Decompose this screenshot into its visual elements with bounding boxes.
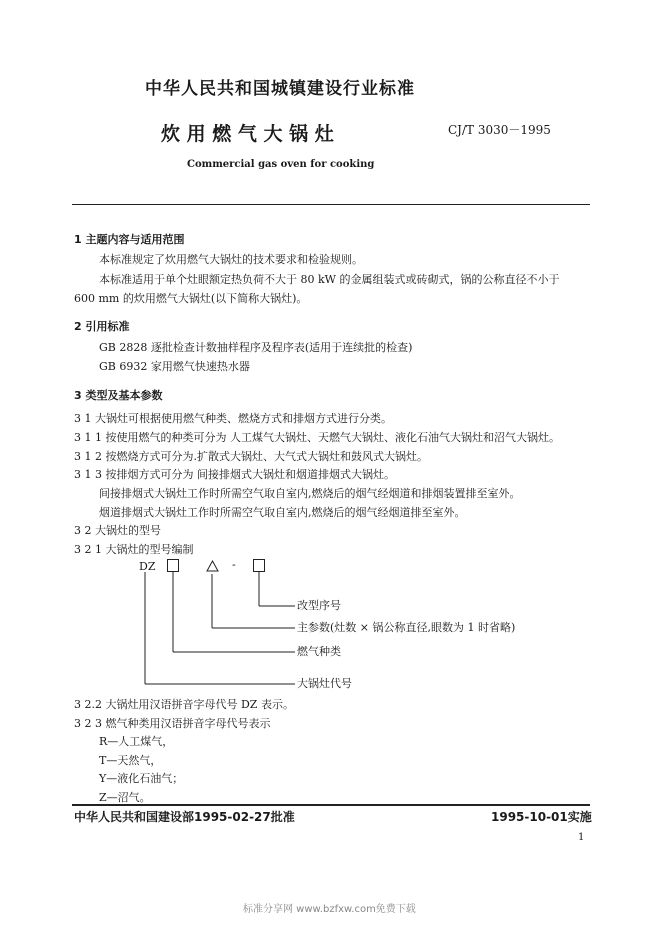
section-1-paragraph-2-line-1: 本标准适用于单个灶眼额定热负荷不大于 80 kW 的金属组装式或砖砌式，锅的公称直径不小于 xyxy=(99,273,560,286)
gas-code-y: Y—液化石油气； xyxy=(99,772,184,785)
label-main-parameter: 主参数(灶数 × 锅公称直径,眼数为 1 时省略) xyxy=(297,621,516,634)
clause-3-2-1: 3 2 1 大锅灶的型号编制 xyxy=(74,543,194,556)
clause-3-1-3-flue: 烟道排烟式大锅灶工作时所需空气取自室内,燃烧后的烟气经烟道排至室外。 xyxy=(99,506,466,519)
doc-code: CJ/T 3030－1995 xyxy=(448,123,551,137)
gas-code-z: Z—沼气。 xyxy=(99,791,151,804)
header-rule xyxy=(72,204,590,205)
main-param-triangle xyxy=(206,560,219,572)
clause-3-1-3-indirect: 间接排烟式大锅灶工作时所需空气取自室内,燃烧后的烟气经烟道和排烟装置排至室外。 xyxy=(99,487,521,500)
effective-date: 1995-10-01实施 xyxy=(491,810,592,824)
clause-3-1: 3 1 大锅灶可根据使用燃气种类、燃烧方式和排烟方式进行分类。 xyxy=(74,412,392,425)
section-1-paragraph-1: 本标准规定了炊用燃气大锅灶的技术要求和检验规则。 xyxy=(99,253,363,266)
clause-3-2: 3 2 大锅灶的型号 xyxy=(74,524,161,537)
gas-code-t: T—天然气， xyxy=(99,754,162,767)
clause-3-1-1: 3 1 1 按使用燃气的种类可分为 人工煤气大锅灶、天燃气大锅灶、液化石油气大锅灶和沼气大锅灶。 xyxy=(74,431,560,444)
diagram-leader-lines xyxy=(140,572,300,692)
gas-code-r: R—人工煤气， xyxy=(99,735,174,748)
footer-rule xyxy=(72,804,590,806)
doc-subtitle-en: Commercial gas oven for cooking xyxy=(187,159,375,170)
reference-gb2828: GB 2828 逐批检查计数抽样程序及程序表(适用于连续批的检查) xyxy=(99,341,413,354)
clause-3-2-2: 3 2.2 大锅灶用汉语拼音字母代号 DZ 表示。 xyxy=(74,698,294,711)
org-title: 中华人民共和国城镇建设行业标准 xyxy=(145,79,415,99)
model-dash: - xyxy=(232,558,236,571)
gas-type-box xyxy=(167,559,179,572)
section-1-paragraph-2-line-2: 600 mm 的炊用燃气大锅灶(以下简称大锅灶)。 xyxy=(74,292,308,305)
label-gas-type: 燃气种类 xyxy=(297,645,341,658)
label-revision-number: 改型序号 xyxy=(297,599,341,612)
section-1-heading: 1 主题内容与适用范围 xyxy=(74,233,185,246)
label-stove-code: 大锅灶代号 xyxy=(297,677,352,690)
page-number: 1 xyxy=(578,832,585,843)
watermark: 标准分享网 www.bzfxw.com免费下载 xyxy=(243,904,416,915)
model-prefix: DZ xyxy=(139,560,156,573)
reference-gb6932: GB 6932 家用燃气快速热水器 xyxy=(99,360,250,373)
section-2-heading: 2 引用标准 xyxy=(74,320,130,333)
clause-3-1-2: 3 1 2 按燃烧方式可分为.扩散式大锅灶、大气式大锅灶和鼓风式大锅灶。 xyxy=(74,450,428,463)
revision-box xyxy=(253,559,265,572)
clause-3-1-3: 3 1 3 按排烟方式可分为 间接排烟式大锅灶和烟道排烟式大锅灶。 xyxy=(74,468,395,481)
issuer-approval: 中华人民共和国建设部1995-02-27批准 xyxy=(74,810,295,824)
doc-title: 炊 用 燃 气 大 锅 灶 xyxy=(161,123,334,145)
clause-3-2-3: 3 2 3 燃气种类用汉语拼音字母代号表示 xyxy=(74,717,271,730)
section-3-heading: 3 类型及基本参数 xyxy=(74,389,163,402)
